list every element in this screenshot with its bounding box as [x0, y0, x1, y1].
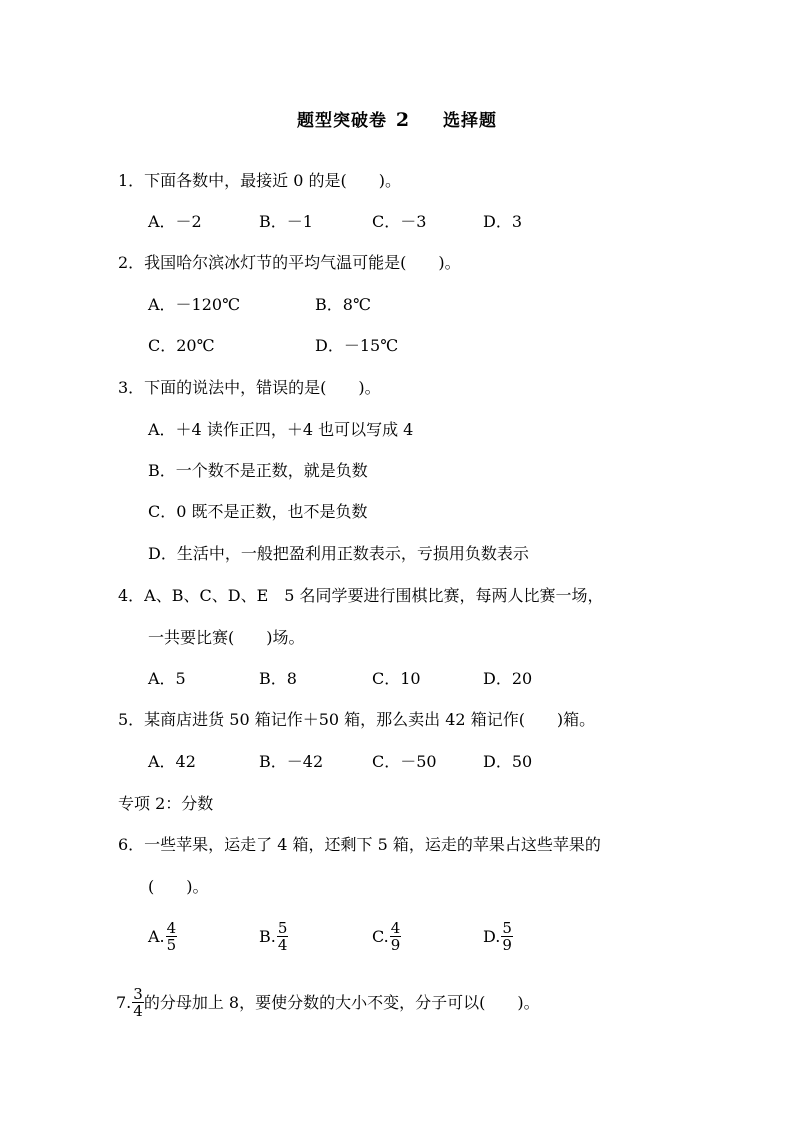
option-label: B.	[259, 926, 276, 946]
question-4-option-c: C．10	[372, 669, 421, 688]
fraction-denominator: 9	[502, 936, 512, 954]
question-5-option-b: B．－42	[259, 752, 324, 771]
fraction-denominator: 5	[166, 936, 177, 954]
option-label: D.	[483, 926, 501, 946]
title-main: 题型突破卷	[296, 111, 387, 131]
question-1-option-b: B．－1	[259, 212, 313, 231]
question-4-option-b: B．8	[259, 669, 297, 688]
fraction	[277, 920, 289, 953]
question-5-option-a: A．42	[148, 752, 196, 771]
question-1-option-c: C．－3	[372, 212, 427, 231]
question-6-option-b	[259, 920, 288, 953]
question-3-option-a: A．＋4 读作正四，＋4 也可以写成 4	[148, 420, 414, 439]
title-sub: 选择题	[443, 111, 498, 131]
fraction-numerator: 5	[277, 919, 288, 937]
question-7-stem	[116, 986, 540, 1019]
question-3-option-c: C．0 既不是正数，也不是负数	[148, 502, 368, 521]
question-3-option-d: D．生活中，一般把盈利用正数表示，亏损用负数表示	[148, 544, 529, 563]
option-label: A.	[148, 926, 165, 946]
question-2-option-d: D．－15℃	[315, 336, 399, 355]
option-label: C.	[372, 926, 389, 946]
question-1-option-a: A．－2	[148, 212, 202, 231]
question-3-option-b: B．一个数不是正数，就是负数	[148, 461, 368, 480]
question-6-option-d	[483, 920, 513, 953]
question-5-option-c: C．－50	[372, 752, 437, 771]
question-number: 7.	[116, 992, 132, 1012]
title-number: 2	[395, 109, 411, 131]
question-2-option-c: C．20℃	[148, 336, 215, 355]
page-title	[0, 106, 794, 131]
fraction	[166, 920, 178, 953]
question-6-stem: 6．一些苹果，运走了 4 箱，还剩下 5 箱，运走的苹果占这些苹果的	[118, 835, 601, 854]
fraction-denominator: 4	[277, 936, 288, 954]
question-2-stem: 2．我国哈尔滨冰灯节的平均气温可能是( )。	[118, 253, 461, 272]
fraction	[390, 920, 402, 953]
question-4-stem-continued: 一共要比赛( )场。	[148, 628, 305, 647]
question-4-option-d: D．20	[483, 669, 533, 688]
question-1-stem: 1．下面各数中，最接近 0 的是( )。	[118, 171, 402, 190]
question-text: 的分母加上 8，要使分数的大小不变，分子可以( )。	[143, 992, 540, 1012]
question-6-option-c	[372, 920, 401, 953]
fraction-denominator: 4	[133, 1002, 143, 1020]
question-3-stem: 3．下面的说法中，错误的是( )。	[118, 378, 381, 397]
question-6-option-a	[148, 920, 177, 953]
section-heading: 专项 2：分数	[118, 794, 214, 813]
question-1-option-d: D．3	[483, 212, 523, 231]
question-4-stem: 4．A、B、C、D、E 5 名同学要进行围棋比赛，每两人比赛一场，	[118, 586, 604, 605]
fraction-denominator: 9	[390, 936, 401, 954]
fraction-numerator: 5	[502, 919, 512, 937]
fraction	[501, 920, 513, 953]
fraction	[132, 986, 144, 1019]
question-6-stem-continued: ( )。	[148, 877, 209, 896]
question-2-option-b: B．8℃	[315, 295, 371, 314]
question-5-option-d: D．50	[483, 752, 533, 771]
fraction-numerator: 4	[166, 919, 177, 937]
question-5-stem: 5．某商店进货 50 箱记作＋50 箱，那么卖出 42 箱记作( )箱。	[118, 710, 596, 729]
fraction-numerator: 4	[390, 919, 401, 937]
question-2-option-a: A．－120℃	[148, 295, 240, 314]
question-4-option-a: A．5	[148, 669, 186, 688]
fraction-numerator: 3	[133, 985, 143, 1003]
